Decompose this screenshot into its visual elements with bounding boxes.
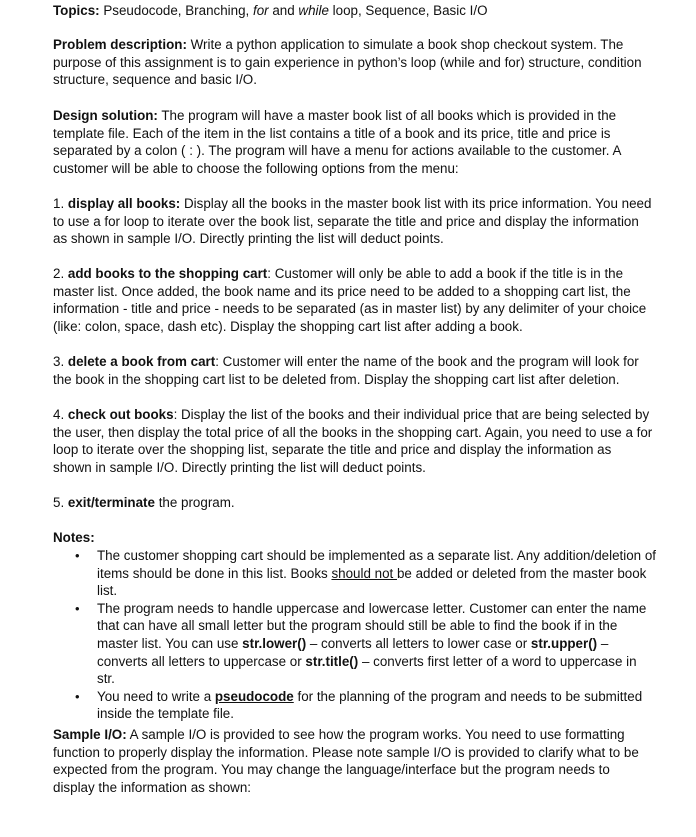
problem-label: Problem description: bbox=[53, 37, 187, 52]
note-text: The customer shopping cart should be implemented as a separate list. Any addition/deletion of items should be done in this list. Books bbox=[97, 548, 657, 581]
note-code: str.lower() bbox=[242, 635, 307, 651]
design-label: Design solution: bbox=[53, 108, 158, 123]
note-text: – converts all letters to uppercase or bbox=[97, 635, 609, 669]
option-number: 4. bbox=[53, 407, 68, 422]
option-label: delete a book from cart bbox=[67, 354, 216, 369]
bullet-icon: • bbox=[75, 600, 80, 616]
sample-io bbox=[53, 726, 653, 796]
notes-label: Notes: bbox=[53, 530, 95, 545]
option-text: Display all the books in the master book list with its price information. You need to use a for loop to iterate over the book list, separate the title and price and display the information as shown in sample I/O. Directly printing the list will deduct points. bbox=[53, 196, 652, 247]
topics-text: loop, Sequence, Basic I/O bbox=[328, 3, 488, 18]
notes-list bbox=[53, 547, 658, 723]
note-code: str.upper() bbox=[530, 635, 598, 651]
topics-for: for bbox=[252, 3, 269, 18]
bullet-icon: • bbox=[75, 548, 80, 563]
option-display-all-books bbox=[53, 195, 653, 248]
option-number: 1. bbox=[53, 196, 68, 211]
option-number: 2. bbox=[53, 266, 68, 281]
option-number: 3. bbox=[53, 354, 68, 369]
notes-heading bbox=[53, 529, 653, 547]
note-text: The program needs to handle uppercase and lowercase letter. Customer can enter the name that can have all small letter but the program should still be able to find the book if in the master list. You can use bbox=[97, 600, 647, 651]
note-item bbox=[53, 547, 658, 600]
note-code: str.title() bbox=[305, 653, 359, 669]
option-number: 5. bbox=[53, 495, 68, 510]
topics-text: Pseudocode, Branching, bbox=[99, 3, 253, 18]
topics-while: while bbox=[298, 3, 329, 18]
design-text: The program will have a master book list of all books which is provided in the template file. Each of the item in the list contains a title of a book and its price, title and price is separated by a colon ( : ). The program will have a menu for actions available to the customer. A customer will be able to choose the following options from the menu: bbox=[53, 108, 621, 176]
topics-line bbox=[53, 2, 653, 20]
note-underlined: should not bbox=[331, 565, 397, 581]
option-label: exit/terminate bbox=[67, 495, 155, 510]
option-check-out bbox=[53, 406, 653, 476]
bullet-icon: • bbox=[75, 688, 80, 704]
sample-label: Sample I/O: bbox=[53, 727, 127, 742]
option-text: : Customer will only be able to add a book if the title is in the master list. Once added, the book name and its price need to be added to a shopping cart list, the information - title and price - needs to be separated (as in master list) by any delimiter of your choice (like: colon, space, dash etc). Display the shopping cart list after adding a book. bbox=[53, 266, 647, 334]
option-delete-book bbox=[53, 353, 653, 388]
option-label: display all books: bbox=[67, 196, 181, 211]
note-text: – converts all letters to lower case or bbox=[306, 635, 531, 651]
sample-text: A sample I/O is provided to see how the program works. You need to use formatting function to properly display the information. Please note sample I/O is provided to clarify what to be expected from the program. You may change the language/interface but the program needs to display the information as shown: bbox=[53, 727, 639, 795]
design-solution bbox=[53, 107, 653, 177]
option-exit bbox=[53, 494, 653, 512]
note-text: You need to write a bbox=[97, 688, 215, 704]
problem-description bbox=[53, 36, 653, 89]
topics-label: Topics: bbox=[53, 3, 100, 18]
option-text: : Display the list of the books and their individual price that are being selected by the user, then display the total price of all the books in the shopping cart. Again, you need to use a for loop to iterate over the shopping list, separate the title and price and display the information as shown in sample I/O. Directly printing the list will deduct points. bbox=[53, 407, 653, 475]
note-item bbox=[53, 600, 658, 688]
option-label: add books to the shopping cart bbox=[67, 266, 268, 281]
note-text: – converts first letter of a word to uppercase in str. bbox=[97, 653, 637, 687]
note-pseudocode: pseudocode bbox=[214, 688, 294, 704]
option-text: the program. bbox=[154, 495, 235, 510]
problem-text: Write a python application to simulate a book shop checkout system. The purpose of this assignment is to gain experience in python’s loop (while and for) structure, condition structure, sequence and basic I/O. bbox=[53, 37, 642, 88]
note-text: be added or deleted from the master book list. bbox=[97, 565, 647, 599]
note-item bbox=[53, 688, 658, 723]
option-add-books bbox=[53, 265, 653, 335]
note-text: for the planning of the program and needs to be submitted inside the template file. bbox=[97, 688, 643, 722]
topics-text: and bbox=[268, 3, 299, 18]
option-text: : Customer will enter the name of the book and the program will look for the book in the shopping cart list to be deleted from. Display the shopping cart list after deletion. bbox=[53, 354, 639, 387]
option-label: check out books bbox=[67, 407, 174, 422]
